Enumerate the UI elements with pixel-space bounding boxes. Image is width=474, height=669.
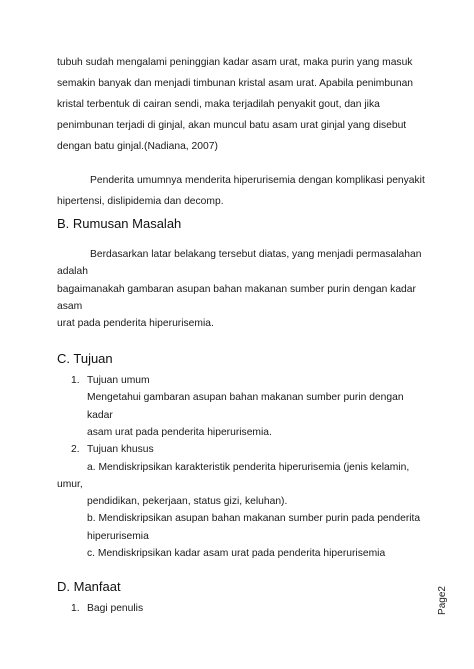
tujuan-umum-line: kadar	[87, 410, 113, 421]
rumusan-line: Berdasarkan latar belakang tersebut diatas, yang menjadi permasalahan	[90, 249, 422, 260]
list-number: 1.	[71, 375, 80, 386]
tujuan-khusus-line: b. Mendiskripsikan asupan bahan makanan sumber purin pada penderita	[87, 513, 421, 524]
section-heading-d: D. Manfaat	[57, 579, 121, 594]
paragraph-line: Penderita umumnya menderita hiperurisemia dengan komplikasi penyakit	[90, 175, 425, 186]
intro-line: tubuh sudah mengalami peninggian kadar asam urat, maka purin yang masuk	[57, 57, 413, 68]
section-heading-c: C. Tujuan	[57, 351, 113, 366]
rumusan-line: bagaimanakah gambaran asupan bahan makanan sumber purin dengan kadar	[57, 284, 416, 295]
list-item-title: Bagi penulis	[87, 603, 144, 614]
section-heading-b: B. Rumusan Masalah	[57, 216, 182, 231]
list-item-title: Tujuan umum	[87, 375, 150, 386]
page-number	[436, 585, 452, 619]
tujuan-khusus-line: c. Mendiskripsikan kadar asam urat pada penderita hiperurisemia	[87, 548, 386, 559]
list-number: 1.	[71, 603, 80, 614]
intro-line: penimbunan terjadi di ginjal, akan muncul batu asam urat ginjal yang disebut	[57, 120, 407, 131]
rumusan-line: urat pada penderita hiperurisemia.	[57, 318, 214, 329]
list-number: 2.	[71, 444, 80, 455]
rumusan-line: adalah	[57, 266, 88, 277]
rumusan-line: asam	[57, 301, 83, 312]
tujuan-umum-line: Mengetahui gambaran asupan bahan makanan sumber purin dengan	[87, 392, 404, 403]
intro-line: kristal terbentuk di cairan sendi, maka terjadilah penyakit gout, dan jika	[57, 99, 380, 110]
list-item-title: Tujuan khusus	[87, 444, 154, 455]
paragraph-line: hipertensi, dislipidemia dan decomp.	[57, 196, 224, 207]
intro-line: semakin banyak dan menjadi timbunan kristal asam urat. Apabila penimbunan	[57, 78, 414, 89]
tujuan-khusus-line: pendidikan, pekerjaan, status gizi, keluhan).	[87, 496, 288, 507]
intro-line: dengan batu ginjal.(Nadiana, 2007)	[57, 141, 218, 152]
tujuan-khusus-line: hiperurisemia	[87, 531, 149, 542]
page-number-label: Page2	[436, 586, 448, 615]
tujuan-umum-line: asam urat pada penderita hiperurisemia.	[87, 427, 272, 438]
tujuan-khusus-line: umur,	[57, 479, 83, 490]
tujuan-khusus-line: a. Mendiskripsikan karakteristik penderita hiperurisemia (jenis kelamin,	[87, 462, 410, 473]
